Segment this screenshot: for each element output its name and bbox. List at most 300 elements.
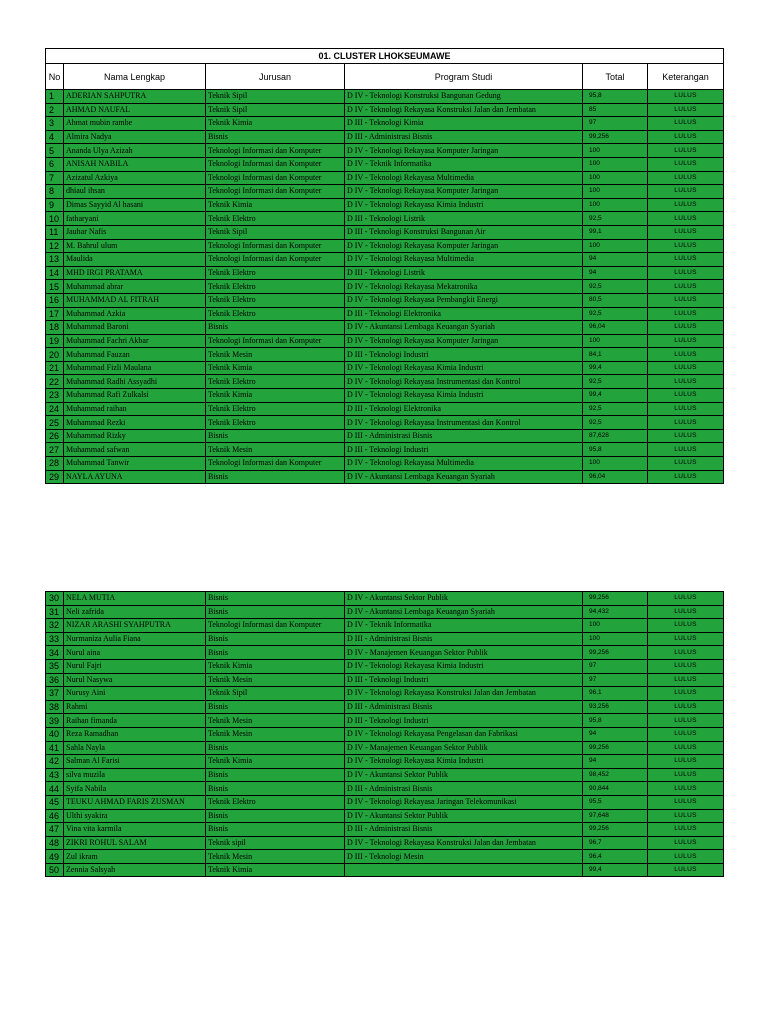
keterangan-status-text: LULUS — [674, 377, 697, 385]
program-studi: D IV - Teknologi Rekayasa Komputer Jaringan — [345, 144, 583, 158]
keterangan-status-text: LULUS — [674, 635, 697, 643]
total-score-text: 84,1 — [589, 350, 602, 358]
results-table-page-2 — [45, 591, 724, 877]
total-score — [583, 361, 648, 375]
program-studi: D IV - Teknologi Rekayasa Kimia Industri — [345, 389, 583, 403]
program-studi: D IV - Teknologi Rekayasa Instrumentasi dan Kontrol — [345, 416, 583, 430]
student-name: M. Bahrul ulum — [64, 239, 206, 253]
jurusan: Bisnis — [206, 823, 345, 837]
program-studi: D IV - Teknologi Rekayasa Kimia Industri — [345, 659, 583, 673]
student-name: MHD IRGI PRATAMA — [64, 266, 206, 280]
row-number: 44 — [46, 782, 64, 796]
program-studi: D III - Teknologi Elektronika — [345, 307, 583, 321]
total-score — [583, 225, 648, 239]
table-row — [46, 212, 724, 226]
program-studi: D III - Teknologi Konstruksi Bangunan Air — [345, 225, 583, 239]
keterangan-status-text: LULUS — [674, 404, 697, 412]
table-row — [46, 605, 724, 619]
program-studi: D III - Teknologi Industri — [345, 714, 583, 728]
row-number: 16 — [46, 293, 64, 307]
total-score — [583, 429, 648, 443]
program-studi: D IV - Akuntansi Sektor Publik — [345, 768, 583, 782]
jurusan: Teknologi Informasi dan Komputer — [206, 334, 345, 348]
total-score-text: 95,8 — [589, 92, 602, 100]
table-row — [46, 416, 724, 430]
row-number: 38 — [46, 700, 64, 714]
keterangan-status — [648, 90, 724, 104]
row-number: 7 — [46, 171, 64, 185]
total-score-text: 90,844 — [589, 784, 609, 792]
row-number: 47 — [46, 823, 64, 837]
program-studi: D IV - Teknologi Rekayasa Kimia Industri — [345, 198, 583, 212]
table-row — [46, 687, 724, 701]
program-studi: D IV - Teknologi Rekayasa Instrumentasi dan Kontrol — [345, 375, 583, 389]
jurusan: Teknik Elektro — [206, 266, 345, 280]
jurusan: Teknik Kimia — [206, 755, 345, 769]
student-name: Vina vita karmila — [64, 823, 206, 837]
total-score — [583, 280, 648, 294]
program-studi: D IV - Teknologi Rekayasa Komputer Jaringan — [345, 334, 583, 348]
total-score-text: 100 — [589, 336, 600, 344]
keterangan-status-text: LULUS — [674, 119, 697, 127]
jurusan: Teknik Elektro — [206, 280, 345, 294]
table-row — [46, 768, 724, 782]
table-row — [46, 171, 724, 185]
program-studi: D IV - Akuntansi Lembaga Keuangan Syariah — [345, 321, 583, 335]
keterangan-status-text: LULUS — [674, 146, 697, 154]
student-name: Ulthi syakira — [64, 809, 206, 823]
table-row — [46, 863, 724, 877]
keterangan-status — [648, 253, 724, 267]
keterangan-status — [648, 144, 724, 158]
student-name: dhiaul ihsan — [64, 185, 206, 199]
total-score-text: 99,256 — [589, 825, 609, 833]
keterangan-status — [648, 646, 724, 660]
program-studi: D IV - Teknologi Rekayasa Jaringan Telekomunikasi — [345, 795, 583, 809]
total-score-text: 99,4 — [589, 391, 602, 399]
program-studi: D III - Teknologi Listrik — [345, 266, 583, 280]
table-row — [46, 225, 724, 239]
keterangan-status — [648, 457, 724, 471]
program-studi: D III - Teknologi Industri — [345, 673, 583, 687]
table-row — [46, 646, 724, 660]
keterangan-status-text: LULUS — [674, 336, 697, 344]
keterangan-status-text: LULUS — [674, 621, 697, 629]
program-studi: D IV - Manajemen Keuangan Sektor Publik — [345, 646, 583, 660]
student-name: Muhammad Rezki — [64, 416, 206, 430]
keterangan-status — [648, 117, 724, 131]
program-studi: D IV - Teknologi Rekayasa Pengelasan dan Fabrikasi — [345, 727, 583, 741]
row-number: 46 — [46, 809, 64, 823]
program-studi: D IV - Teknologi Rekayasa Komputer Jaringan — [345, 185, 583, 199]
total-score-text: 85 — [589, 105, 597, 113]
keterangan-status-text: LULUS — [674, 757, 697, 765]
row-number: 22 — [46, 375, 64, 389]
table-row — [46, 809, 724, 823]
total-score — [583, 416, 648, 430]
keterangan-status — [648, 334, 724, 348]
keterangan-status-text: LULUS — [674, 445, 697, 453]
keterangan-status-text: LULUS — [674, 838, 697, 846]
row-number: 40 — [46, 727, 64, 741]
jurusan: Bisnis — [206, 429, 345, 443]
results-body-page-1 — [46, 90, 724, 484]
keterangan-status-text: LULUS — [674, 364, 697, 372]
row-number: 29 — [46, 470, 64, 484]
table-row — [46, 239, 724, 253]
row-number: 19 — [46, 334, 64, 348]
keterangan-status — [648, 863, 724, 877]
jurusan: Bisnis — [206, 768, 345, 782]
jurusan: Bisnis — [206, 646, 345, 660]
total-score-text: 94,432 — [589, 607, 609, 615]
table-row — [46, 130, 724, 144]
total-score — [583, 741, 648, 755]
keterangan-status-text: LULUS — [674, 866, 697, 874]
student-name: TEUKU AHMAD FARIS ZUSMAN — [64, 795, 206, 809]
total-score-text: 100 — [589, 201, 600, 209]
row-number: 39 — [46, 714, 64, 728]
student-name: Jauhar Nafis — [64, 225, 206, 239]
jurusan: Teknik Sipil — [206, 225, 345, 239]
jurusan: Teknologi Informasi dan Komputer — [206, 157, 345, 171]
program-studi: D IV - Teknologi Rekayasa Kimia Industri — [345, 755, 583, 769]
jurusan: Teknik sipil — [206, 836, 345, 850]
keterangan-status — [648, 171, 724, 185]
keterangan-status-text: LULUS — [674, 675, 697, 683]
jurusan: Teknologi Informasi dan Komputer — [206, 253, 345, 267]
table-row — [46, 321, 724, 335]
row-number: 20 — [46, 348, 64, 362]
jurusan: Teknik Kimia — [206, 389, 345, 403]
keterangan-status — [648, 823, 724, 837]
program-studi: D III - Teknologi Kimia — [345, 117, 583, 131]
student-name: Muhammad raihan — [64, 402, 206, 416]
total-score — [583, 293, 648, 307]
total-score — [583, 809, 648, 823]
jurusan: Teknik Elektro — [206, 416, 345, 430]
total-score — [583, 334, 648, 348]
table-row — [46, 700, 724, 714]
program-studi: D III - Teknologi Elektronika — [345, 402, 583, 416]
keterangan-status-text: LULUS — [674, 214, 697, 222]
total-score — [583, 157, 648, 171]
keterangan-status — [648, 239, 724, 253]
row-number: 12 — [46, 239, 64, 253]
jurusan: Teknik Mesin — [206, 673, 345, 687]
keterangan-status — [648, 850, 724, 864]
jurusan: Bisnis — [206, 130, 345, 144]
student-name: Reza Ramadhan — [64, 727, 206, 741]
table-row — [46, 836, 724, 850]
jurusan: Teknik Mesin — [206, 714, 345, 728]
jurusan: Bisnis — [206, 782, 345, 796]
student-name: Muhammad abrar — [64, 280, 206, 294]
total-score-text: 100 — [589, 459, 600, 467]
keterangan-status — [648, 768, 724, 782]
total-score-text: 99,4 — [589, 364, 602, 372]
keterangan-status — [648, 293, 724, 307]
total-score-text: 99,256 — [589, 594, 609, 602]
header-no: No — [46, 64, 64, 90]
keterangan-status-text: LULUS — [674, 743, 697, 751]
table-row — [46, 741, 724, 755]
keterangan-status — [648, 429, 724, 443]
student-name: Zennia Salsyah — [64, 863, 206, 877]
row-number: 23 — [46, 389, 64, 403]
table-row — [46, 755, 724, 769]
keterangan-status-text: LULUS — [674, 255, 697, 263]
row-number: 4 — [46, 130, 64, 144]
row-number: 6 — [46, 157, 64, 171]
student-name: AHMAD NAUFAL — [64, 103, 206, 117]
row-number: 8 — [46, 185, 64, 199]
total-score-text: 92,5 — [589, 418, 602, 426]
keterangan-status-text: LULUS — [674, 391, 697, 399]
student-name: NELA MUTIA — [64, 592, 206, 606]
program-studi: D IV - Teknologi Rekayasa Multimedia — [345, 253, 583, 267]
keterangan-status — [648, 700, 724, 714]
program-studi: D III - Administrasi Bisnis — [345, 429, 583, 443]
header-jurusan: Jurusan — [206, 64, 345, 90]
total-score — [583, 198, 648, 212]
total-score — [583, 795, 648, 809]
program-studi: D IV - Teknologi Rekayasa Komputer Jaringan — [345, 239, 583, 253]
student-name: ADERIAN SAHPUTRA — [64, 90, 206, 104]
jurusan: Teknologi Informasi dan Komputer — [206, 457, 345, 471]
table-row — [46, 592, 724, 606]
row-number: 25 — [46, 416, 64, 430]
keterangan-status-text: LULUS — [674, 187, 697, 195]
keterangan-status-text: LULUS — [674, 432, 697, 440]
table-row — [46, 402, 724, 416]
keterangan-status — [648, 470, 724, 484]
keterangan-status — [648, 361, 724, 375]
table-row — [46, 782, 724, 796]
jurusan: Teknik Elektro — [206, 293, 345, 307]
keterangan-status-text: LULUS — [674, 173, 697, 181]
student-name: Muhammad Azkia — [64, 307, 206, 321]
student-name: Ananda Ulya Azizah — [64, 144, 206, 158]
keterangan-status-text: LULUS — [674, 296, 697, 304]
row-number: 35 — [46, 659, 64, 673]
table-row — [46, 144, 724, 158]
jurusan: Teknik Elektro — [206, 212, 345, 226]
total-score-text: 98,452 — [589, 771, 609, 779]
keterangan-status-text: LULUS — [674, 771, 697, 779]
total-score-text: 92,5 — [589, 404, 602, 412]
row-number: 28 — [46, 457, 64, 471]
jurusan: Teknologi Informasi dan Komputer — [206, 185, 345, 199]
student-name: Muhammad Baroni — [64, 321, 206, 335]
table-row — [46, 117, 724, 131]
keterangan-status-text: LULUS — [674, 784, 697, 792]
jurusan: Teknik Mesin — [206, 443, 345, 457]
total-score — [583, 402, 648, 416]
total-score-text: 99,256 — [589, 743, 609, 751]
program-studi: D IV - Teknik Informatika — [345, 157, 583, 171]
total-score-text: 100 — [589, 146, 600, 154]
keterangan-status-text: LULUS — [674, 282, 697, 290]
jurusan: Bisnis — [206, 470, 345, 484]
table-row — [46, 470, 724, 484]
keterangan-status — [648, 714, 724, 728]
keterangan-status — [648, 348, 724, 362]
student-name: Muhammad safwan — [64, 443, 206, 457]
total-score-text: 87,628 — [589, 432, 609, 440]
row-number: 45 — [46, 795, 64, 809]
program-studi: D III - Administrasi Bisnis — [345, 782, 583, 796]
program-studi: D IV - Teknologi Rekayasa Multimedia — [345, 457, 583, 471]
program-studi: D IV - Teknologi Rekayasa Konstruksi Jalan dan Jembatan — [345, 836, 583, 850]
total-score-text: 99,256 — [589, 648, 609, 656]
student-name: ANISAH NABILA — [64, 157, 206, 171]
keterangan-status — [648, 605, 724, 619]
jurusan: Teknik Mesin — [206, 348, 345, 362]
table-row — [46, 280, 724, 294]
keterangan-status-text: LULUS — [674, 323, 697, 331]
table-row — [46, 90, 724, 104]
program-studi: D IV - Akuntansi Sektor Publik — [345, 809, 583, 823]
jurusan: Bisnis — [206, 632, 345, 646]
row-number: 18 — [46, 321, 64, 335]
keterangan-status-text: LULUS — [674, 825, 697, 833]
keterangan-status-text: LULUS — [674, 689, 697, 697]
program-studi: D IV - Teknologi Rekayasa Konstruksi Jalan dan Jembatan — [345, 103, 583, 117]
row-number: 24 — [46, 402, 64, 416]
total-score — [583, 185, 648, 199]
row-number: 5 — [46, 144, 64, 158]
total-score — [583, 443, 648, 457]
program-studi: D III - Administrasi Bisnis — [345, 700, 583, 714]
keterangan-status — [648, 375, 724, 389]
keterangan-status-text: LULUS — [674, 811, 697, 819]
table-row — [46, 850, 724, 864]
keterangan-status — [648, 673, 724, 687]
keterangan-status-text: LULUS — [674, 350, 697, 358]
keterangan-status-text: LULUS — [674, 607, 697, 615]
keterangan-status-text: LULUS — [674, 241, 697, 249]
total-score-text: 96,04 — [589, 472, 606, 480]
keterangan-status-text: LULUS — [674, 852, 697, 860]
student-name: NIZAR ARASHI SYAHPUTRA — [64, 619, 206, 633]
program-studi: D IV - Teknologi Rekayasa Kimia Industri — [345, 361, 583, 375]
student-name: Almira Nadya — [64, 130, 206, 144]
program-studi: D IV - Teknologi Konstruksi Bangunan Gedung — [345, 90, 583, 104]
total-score-text: 96,7 — [589, 838, 602, 846]
row-number: 49 — [46, 850, 64, 864]
jurusan: Teknik Elektro — [206, 307, 345, 321]
total-score-text: 92,5 — [589, 214, 602, 222]
total-score — [583, 321, 648, 335]
header-nama-lengkap: Nama Lengkap — [64, 64, 206, 90]
jurusan: Bisnis — [206, 809, 345, 823]
total-score — [583, 727, 648, 741]
student-name: fatharyani — [64, 212, 206, 226]
total-score-text: 100 — [589, 241, 600, 249]
row-number: 41 — [46, 741, 64, 755]
keterangan-status — [648, 416, 724, 430]
total-score — [583, 457, 648, 471]
keterangan-status-text: LULUS — [674, 703, 697, 711]
keterangan-status-text: LULUS — [674, 459, 697, 467]
total-score — [583, 768, 648, 782]
row-number: 43 — [46, 768, 64, 782]
program-studi: D IV - Teknologi Rekayasa Multimedia — [345, 171, 583, 185]
keterangan-status-text: LULUS — [674, 730, 697, 738]
keterangan-status — [648, 185, 724, 199]
total-score-text: 97 — [589, 675, 597, 683]
keterangan-status-text: LULUS — [674, 105, 697, 113]
jurusan: Teknik Kimia — [206, 863, 345, 877]
student-name: Sahla Nayla — [64, 741, 206, 755]
keterangan-status-text: LULUS — [674, 648, 697, 656]
table-row — [46, 429, 724, 443]
keterangan-status-text: LULUS — [674, 662, 697, 670]
total-score-text: 95,8 — [589, 716, 602, 724]
keterangan-status — [648, 389, 724, 403]
jurusan: Teknik Elektro — [206, 375, 345, 389]
program-studi: D III - Teknologi Mesin — [345, 850, 583, 864]
total-score — [583, 144, 648, 158]
results-table-page-1 — [45, 48, 724, 484]
jurusan: Teknik Kimia — [206, 659, 345, 673]
table-row — [46, 823, 724, 837]
table-row — [46, 795, 724, 809]
table-row — [46, 361, 724, 375]
cluster-title: 01. CLUSTER LHOKSEUMAWE — [46, 49, 724, 64]
keterangan-status — [648, 659, 724, 673]
total-score — [583, 348, 648, 362]
student-name: Nurusy Aini — [64, 687, 206, 701]
total-score-text: 92,5 — [589, 309, 602, 317]
table-row — [46, 307, 724, 321]
jurusan: Teknik Sipil — [206, 103, 345, 117]
table-row — [46, 457, 724, 471]
total-score-text: 100 — [589, 621, 600, 629]
row-number: 2 — [46, 103, 64, 117]
keterangan-status-text: LULUS — [674, 92, 697, 100]
program-studi — [345, 863, 583, 877]
keterangan-status — [648, 130, 724, 144]
row-number: 9 — [46, 198, 64, 212]
total-score — [583, 130, 648, 144]
total-score — [583, 389, 648, 403]
total-score — [583, 592, 648, 606]
total-score-text: 94 — [589, 757, 597, 765]
total-score — [583, 117, 648, 131]
student-name: Muhammad Rafi Zulkalsi — [64, 389, 206, 403]
row-number: 34 — [46, 646, 64, 660]
keterangan-status — [648, 443, 724, 457]
total-score — [583, 266, 648, 280]
row-number: 13 — [46, 253, 64, 267]
keterangan-status-text: LULUS — [674, 798, 697, 806]
table-row — [46, 727, 724, 741]
row-number: 31 — [46, 605, 64, 619]
table-row — [46, 673, 724, 687]
keterangan-status-text: LULUS — [674, 418, 697, 426]
table-row — [46, 348, 724, 362]
total-score — [583, 470, 648, 484]
program-studi: D IV - Teknologi Rekayasa Pembangkit Energi — [345, 293, 583, 307]
row-number: 10 — [46, 212, 64, 226]
student-name: Neli zafrida — [64, 605, 206, 619]
jurusan: Teknik Sipil — [206, 90, 345, 104]
keterangan-status-text: LULUS — [674, 594, 697, 602]
jurusan: Bisnis — [206, 605, 345, 619]
total-score — [583, 755, 648, 769]
